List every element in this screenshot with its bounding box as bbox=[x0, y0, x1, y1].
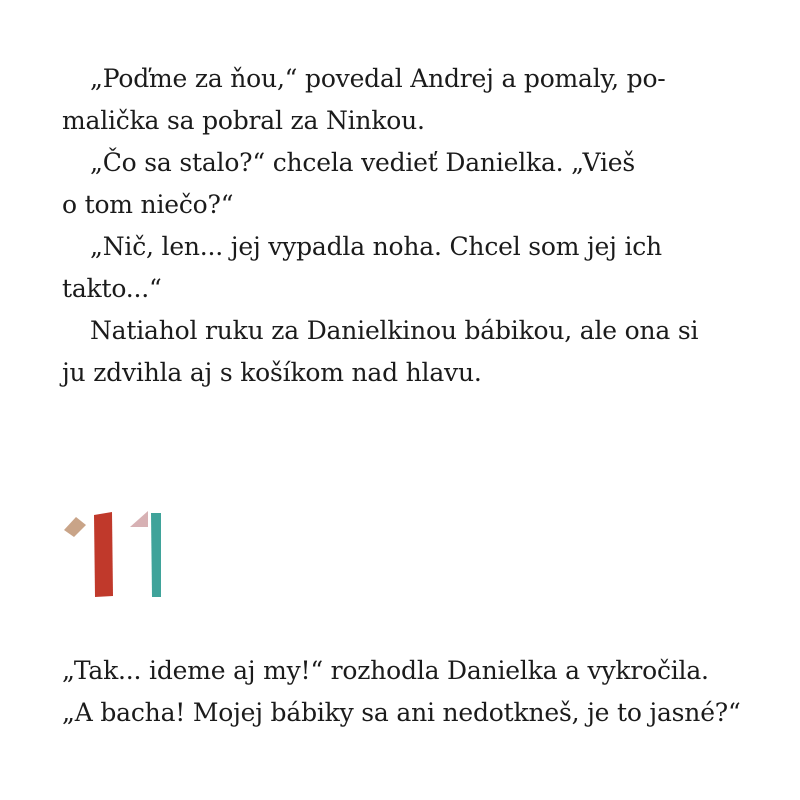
chapter-digit-2-tab bbox=[130, 511, 148, 527]
text-line: „A bacha! Mojej bábiky sa ani nedotkneš, je to jasné?“ bbox=[62, 698, 741, 727]
chapter-digit-1-stroke bbox=[94, 512, 113, 597]
paragraph bbox=[62, 226, 752, 268]
chapter-number-11 bbox=[62, 505, 172, 600]
paragraph-continuation bbox=[62, 100, 752, 142]
paragraph bbox=[62, 58, 752, 100]
paragraph bbox=[62, 142, 752, 184]
text-line: Natiahol ruku za Danielkinou bábikou, ale ona si bbox=[90, 316, 699, 345]
text-line: malička sa pobral za Ninkou. bbox=[62, 106, 425, 135]
text-line: „Poďme za ňou,“ povedal Andrej a pomaly, po- bbox=[90, 64, 666, 93]
paragraph bbox=[62, 650, 752, 692]
paragraph-continuation bbox=[62, 352, 752, 394]
paragraph bbox=[62, 692, 752, 734]
paragraph-continuation bbox=[62, 268, 752, 310]
paragraph-continuation bbox=[62, 184, 752, 226]
text-line: „Tak... ideme aj my!“ rozhodla Danielka a vykročila. bbox=[62, 656, 709, 685]
text-line: „Nič, len... jej vypadla noha. Chcel som jej ich bbox=[90, 232, 662, 261]
text-line: takto...“ bbox=[62, 274, 162, 303]
text-line: o tom niečo?“ bbox=[62, 190, 234, 219]
paragraph bbox=[62, 310, 752, 352]
text-line: ju zdvihla aj s košíkom nad hlavu. bbox=[62, 358, 482, 387]
chapter-digit-2-stroke bbox=[151, 513, 161, 597]
text-line: „Čo sa stalo?“ chcela vedieť Danielka. „Vieš bbox=[90, 148, 635, 177]
story-text-bottom bbox=[62, 650, 752, 734]
story-text-top bbox=[62, 58, 752, 394]
chapter-digit-1-tab bbox=[64, 517, 86, 537]
